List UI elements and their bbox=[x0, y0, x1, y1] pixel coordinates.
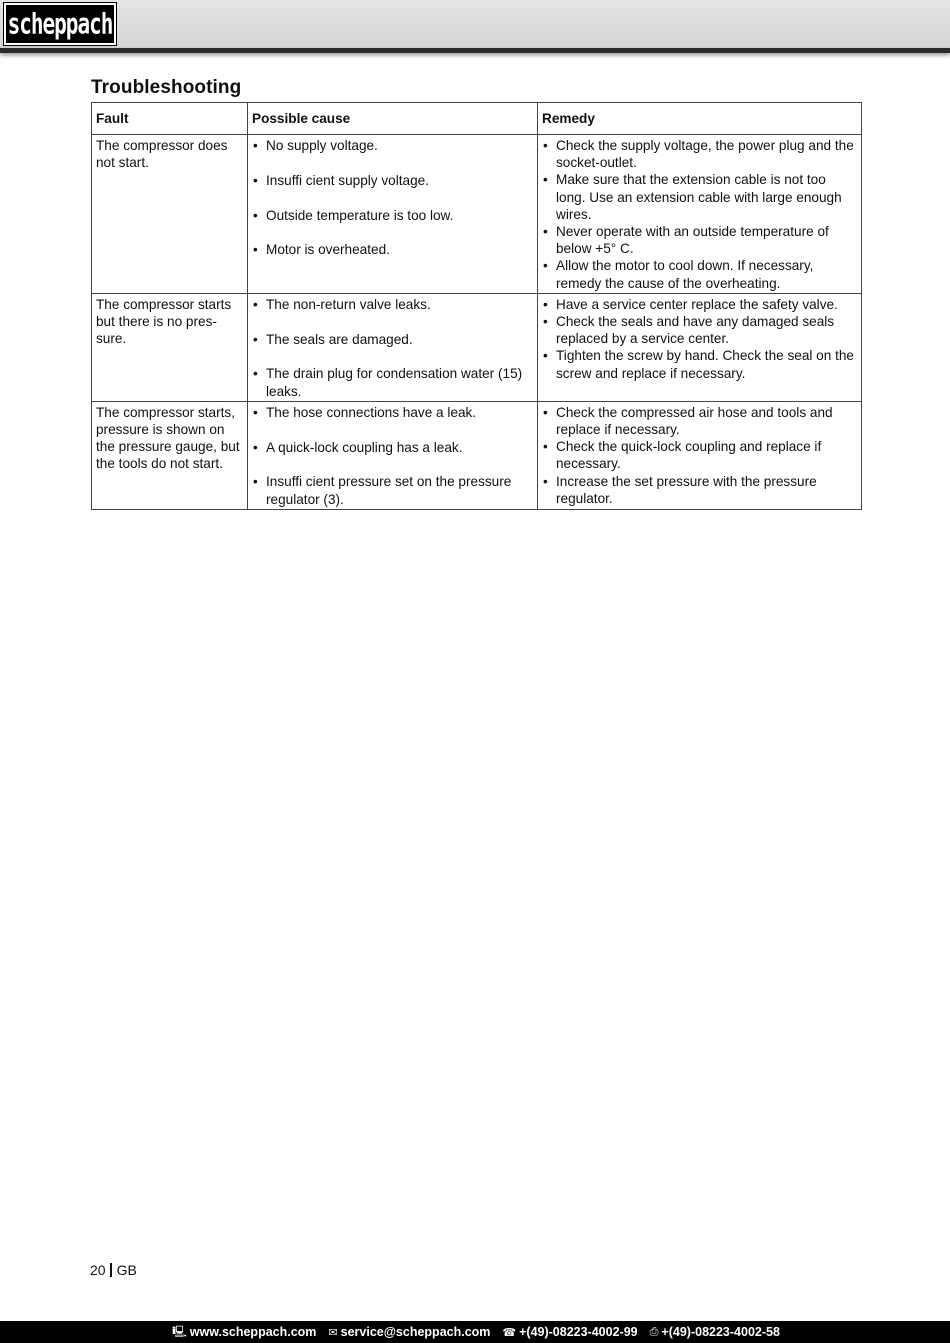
fault-cell bbox=[92, 401, 248, 509]
table-header-row bbox=[92, 103, 862, 135]
remedy-item: • Never operate with an outside temperature of below +5° C. bbox=[542, 223, 857, 257]
cause-list bbox=[252, 404, 533, 508]
envelope-icon: ✉ bbox=[328, 1326, 338, 1339]
cause-item: • Insuffi cient pressure set on the pressure regulator (3). bbox=[252, 473, 533, 507]
footer-email-text: service@scheppach.com bbox=[340, 1325, 491, 1339]
fault-text: The compressor does not start. bbox=[96, 138, 228, 171]
fault-text: The compressor starts but there is no pres-sure. bbox=[96, 296, 232, 347]
cause-item: • Insuffi cient supply voltage. bbox=[252, 172, 533, 189]
cause-cell bbox=[248, 293, 538, 401]
remedy-list bbox=[542, 137, 857, 292]
remedy-list bbox=[542, 296, 857, 382]
fault-cell bbox=[92, 293, 248, 401]
remedy-cell bbox=[538, 135, 862, 294]
fault-cell bbox=[92, 135, 248, 294]
computer-icon: 🖳 bbox=[172, 1325, 187, 1338]
column-header-remedy: Remedy bbox=[538, 103, 862, 135]
page-number: 20 bbox=[90, 1262, 106, 1278]
cause-item: • No supply voltage. bbox=[252, 137, 533, 154]
cause-item: • The drain plug for condensation water (15) leaks. bbox=[252, 365, 533, 399]
remedy-item: • Check the seals and have any damaged seals replaced by a service center. bbox=[542, 313, 857, 347]
table-row bbox=[92, 135, 862, 294]
cause-item: • Outside temperature is too low. bbox=[252, 207, 533, 224]
table-row bbox=[92, 401, 862, 509]
remedy-item: • Check the quick-lock coupling and replace if necessary. bbox=[542, 438, 857, 472]
remedy-item: • Make sure that the extension cable is not too long. Use an extension cable with large enough wires. bbox=[542, 171, 857, 223]
cause-item: • Motor is overheated. bbox=[252, 241, 533, 258]
cause-item: • A quick-lock coupling has a leak. bbox=[252, 439, 533, 456]
page-title: Troubleshooting bbox=[91, 77, 242, 98]
page-language: GB bbox=[116, 1262, 137, 1278]
cause-list bbox=[252, 137, 533, 259]
cause-list bbox=[252, 296, 533, 400]
cause-item: • The non-return valve leaks. bbox=[252, 296, 533, 313]
footer-website-text: www.scheppach.com bbox=[189, 1325, 317, 1339]
remedy-item: • Check the compressed air hose and tools and replace if necessary. bbox=[542, 404, 857, 438]
footer-fax bbox=[650, 1325, 780, 1339]
brand-logo-text: scheppach bbox=[7, 7, 113, 41]
footer-email[interactable] bbox=[328, 1325, 490, 1339]
remedy-item: • Increase the set pressure with the pressure regulator. bbox=[542, 473, 857, 507]
remedy-cell bbox=[538, 293, 862, 401]
troubleshooting-table bbox=[91, 102, 862, 510]
remedy-item: • Allow the motor to cool down. If necessary, remedy the cause of the overheating. bbox=[542, 257, 857, 291]
fax-icon: ⎙ bbox=[649, 1325, 659, 1338]
page-number-block bbox=[90, 1262, 137, 1278]
cause-item: • The seals are damaged. bbox=[252, 331, 533, 348]
footer-website[interactable] bbox=[172, 1323, 316, 1342]
footer-phone-text: +(49)-08223-4002-99 bbox=[519, 1325, 638, 1339]
remedy-item: • Check the supply voltage, the power plug and the socket-outlet. bbox=[542, 137, 857, 171]
page-header bbox=[0, 0, 950, 48]
brand-logo bbox=[4, 3, 116, 45]
cause-cell bbox=[248, 135, 538, 294]
page-number-separator bbox=[110, 1263, 112, 1277]
telephone-icon: ☎ bbox=[502, 1326, 517, 1339]
table-row bbox=[92, 293, 862, 401]
page-footer bbox=[0, 1321, 950, 1343]
remedy-item: • Have a service center replace the safety valve. bbox=[542, 296, 857, 313]
remedy-item: • Tighten the screw by hand. Check the seal on the screw and replace if necessary. bbox=[542, 347, 857, 381]
column-header-possible-cause: Possible cause bbox=[248, 103, 538, 135]
remedy-list bbox=[542, 404, 857, 507]
cause-item: • The hose connections have a leak. bbox=[252, 404, 533, 421]
cause-cell bbox=[248, 401, 538, 509]
footer-fax-text: +(49)-08223-4002-58 bbox=[661, 1325, 780, 1339]
header-rule bbox=[0, 48, 950, 53]
fault-text: The compressor starts, pressure is shown on the pressure gauge, but the tools do not start. bbox=[96, 404, 240, 472]
footer-phone bbox=[502, 1325, 637, 1339]
remedy-cell bbox=[538, 401, 862, 509]
column-header-fault: Fault bbox=[92, 103, 248, 135]
